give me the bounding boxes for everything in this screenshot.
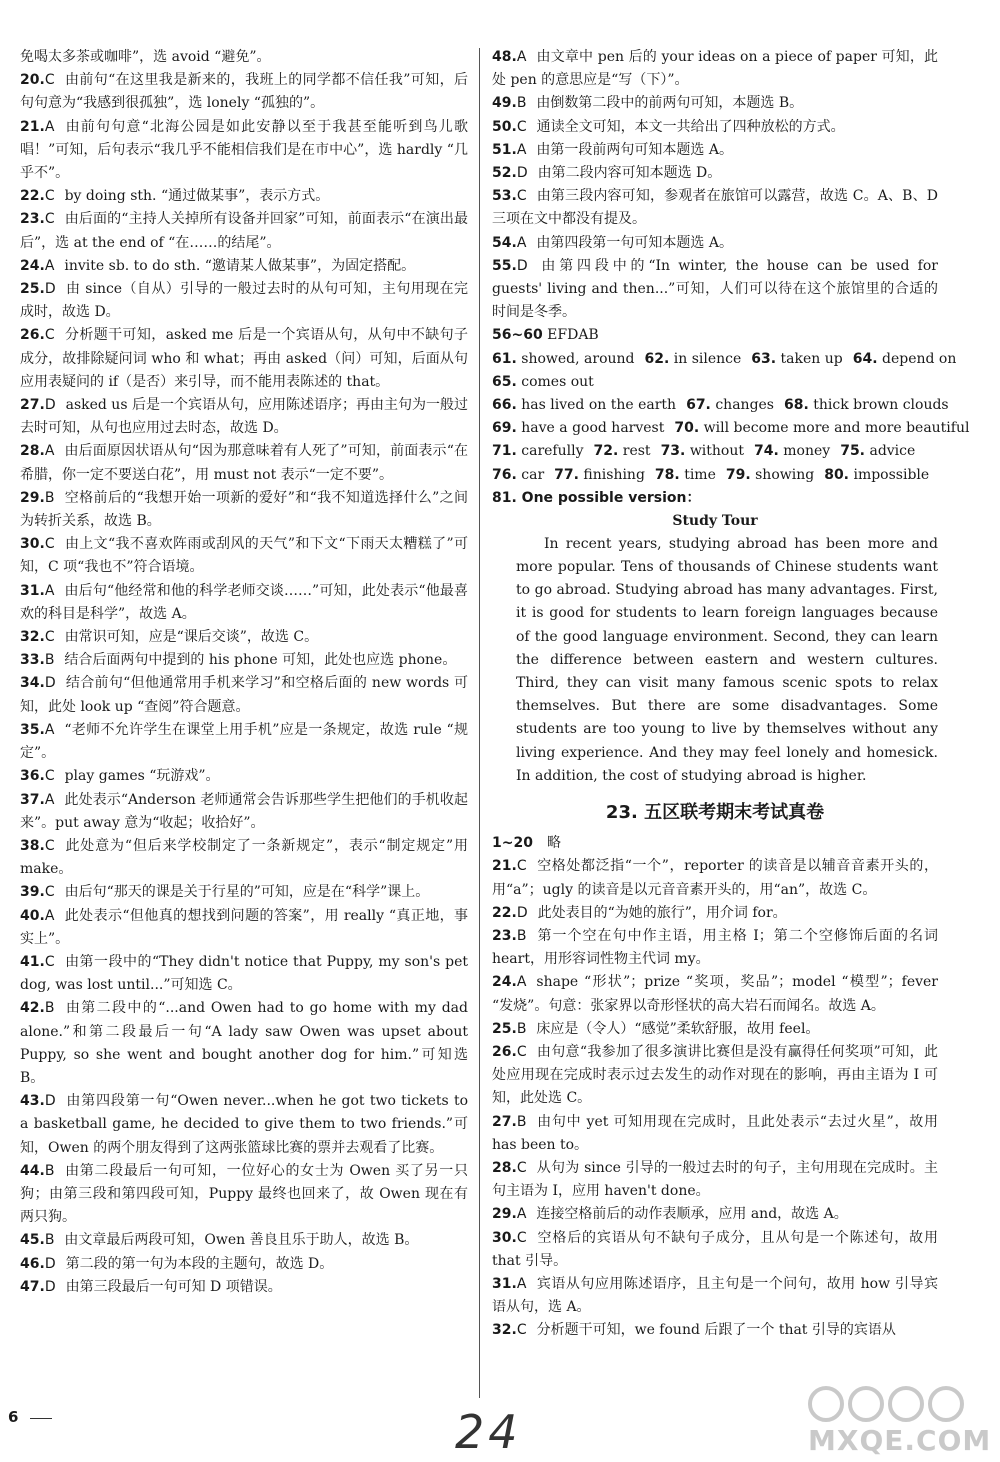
answer-entry <box>492 162 938 185</box>
question-number: 61. <box>492 350 517 367</box>
question-number: 45. <box>20 1232 45 1249</box>
answer-option: C <box>516 1043 527 1060</box>
answer-entry <box>20 626 468 649</box>
answer-entry <box>20 1160 468 1230</box>
explanation-text: 由第二段最后一句可知，一位好心的女士为 Owen 买了另一只狗；由第三段和第四段可知，Puppy 最终也回来了，故 Owen 现在有两只狗。 <box>20 1162 468 1226</box>
answer-text: showing <box>755 466 815 483</box>
question-number: 68. <box>784 397 809 414</box>
explanation-text: 结合后面两句中提到的 his phone 可知，此处也应选 phone。 <box>64 652 457 669</box>
left-column <box>20 46 468 1299</box>
answer-option: C <box>516 118 527 135</box>
answer-entry <box>492 92 938 115</box>
short-answer-list <box>492 324 970 486</box>
question-number: 30. <box>492 1229 517 1246</box>
answer-option: C <box>516 1229 527 1246</box>
answer-line <box>492 348 957 371</box>
answer-option: C <box>44 837 55 854</box>
question-number: 75. <box>840 443 866 460</box>
question-number: 79. <box>725 466 751 483</box>
answer-line <box>492 324 938 347</box>
question-number: 65. <box>492 373 517 390</box>
answer-option: B <box>44 652 55 669</box>
answer-option: B <box>516 1113 527 1130</box>
answer-option: D <box>44 1278 56 1295</box>
explanation-text: “老师不允许学生在课堂上用手机”应是一条规定，故选 rule “规定”。 <box>20 721 468 762</box>
answer-option: D <box>44 1255 56 1272</box>
question-number: 30. <box>20 536 45 553</box>
answer-line <box>492 371 938 394</box>
answer-option: C <box>516 188 527 205</box>
answer-entry <box>20 487 468 533</box>
answer-line <box>492 394 949 417</box>
question-number: 39. <box>20 884 45 901</box>
answer-entry <box>20 881 468 904</box>
question-number: 78. <box>654 466 680 483</box>
question-number: 72. <box>593 443 619 460</box>
question-number: 70. <box>674 420 700 437</box>
answer-entry <box>492 832 938 855</box>
answer-option: C <box>516 1159 527 1176</box>
watermark-logo <box>796 1380 992 1458</box>
explanation-text: 由后句“他经常和他的科学老师交谈……”可知，此处表示“他最喜欢的科目是科学”，故选 A。 <box>20 582 468 622</box>
explanation-text: 由第二段中的“...and Owen had to go home with my dad alone.”和第二段最后一句“A lady saw Owen was upset about Puppy, so she went and bought another dog for him.”可知选 B。 <box>20 1000 468 1086</box>
question-number: 76. <box>492 466 517 483</box>
explanation-text: 此处表目的“为她的旅行”，用介词 for。 <box>537 904 787 921</box>
question-number: 26. <box>20 327 45 344</box>
question-number: 28. <box>20 443 45 460</box>
answer-entry <box>492 116 938 139</box>
explanation-text: 由 since（自从）引导的一般过去时的从句可知，主句用现在完成时，故选 D。 <box>20 281 468 321</box>
question-number: 32. <box>492 1322 517 1339</box>
answer-text: carefully <box>521 443 584 460</box>
answer-entry <box>20 116 468 186</box>
answer-option: C <box>44 211 55 228</box>
answer-entry <box>20 278 468 324</box>
answer-entry <box>492 1273 938 1319</box>
answer-option: A <box>516 1275 527 1292</box>
question-number: 21. <box>492 858 517 875</box>
question-number: 37. <box>20 791 45 808</box>
answer-option: D <box>44 281 56 298</box>
explanation-text: 此处意为“但后来学校制定了一条新规定”，表示“制定规定”用 make。 <box>20 837 468 878</box>
answer-entry <box>20 672 468 718</box>
explanation-text: 免喝太多茶或咖啡”，选 avoid “避免”。 <box>20 49 271 65</box>
answer-entry <box>20 208 468 254</box>
explanation-text: 宾语从句应用陈述语序，且主句是一个问句，故用 how 引导宾语从句，选 A。 <box>492 1275 938 1316</box>
answer-option: B <box>516 95 527 112</box>
answer-option: B <box>44 1232 55 1249</box>
answer-entry <box>20 905 468 951</box>
explanation-text: 结合前句“但他通常用手机来学习”和空格后面的 new words 可知，此处 look up “查阅”符合题意。 <box>20 675 468 715</box>
answer-option: A <box>44 443 55 460</box>
explanation-text: 此处表示“Anderson 老师通常会告诉那些学生把他们的手机收起来”。put away 意为“收起；收拾好”。 <box>20 791 468 831</box>
explanation-text: 空格前后的“我想开始一项新的爱好”和“我不知道选择什么”之间为转折关系，故选 B。 <box>20 489 468 530</box>
question-number: 31. <box>20 582 45 599</box>
explanation-text: 由后面原因状语从句“因为那意味着有人死了”可知，前面表示“在希腊，你一定不要送白花”，用 must not 表示“一定不要”。 <box>20 443 468 483</box>
answer-entry <box>492 232 938 255</box>
explanation-text: 由倒数第二段中的前两句可知，本题选 B。 <box>536 95 804 112</box>
essay-body: In recent years, studying abroad has been more and more popular. Tens of thousands of Chinese students want to go abroad. Studying abroad has many advantages. First, it is good for students to learn foreign languages because of the good language environment. Second, they can learn the difference between eastern and western cultures. Third, they can visit many famous scenic spots to relax themselves. But there are some disadvantages. Some students are too young to live by themselves without any living experience. And they may feel lonely and homesick. In addition, the cost of studying abroad is higher. <box>516 535 938 784</box>
answer-entry <box>20 69 468 115</box>
answer-option: D <box>44 675 56 692</box>
answer-option: A <box>44 257 55 274</box>
answer-entry <box>20 1229 468 1252</box>
question-number: 51. <box>492 141 517 158</box>
question-number: 53. <box>492 188 517 205</box>
question-number: 49. <box>492 95 517 112</box>
answer-option: A <box>44 721 55 738</box>
answer-explanations-48-55 <box>492 46 938 324</box>
answer-option: C <box>516 858 527 875</box>
answer-entry <box>492 185 938 231</box>
question-number: 28. <box>492 1159 517 1176</box>
explanation-text: 空格后的宾语从句不缺句子成分，且从句是一个陈述句，故用 that 引导。 <box>492 1229 938 1269</box>
question-number: 22. <box>492 904 517 921</box>
answer-option: A <box>44 582 55 599</box>
answer-option: B <box>516 1020 527 1037</box>
answer-option: A <box>44 791 55 808</box>
question-number: 63. <box>751 350 777 367</box>
question-number: 36. <box>20 768 45 785</box>
page-number: 6 <box>8 1408 19 1426</box>
explanation-text: 由第四段中的“In winter, the house can be used for guests' living and then...”可知，人们可以待在这个旅馆里的合适的时间是冬季。 <box>492 257 938 321</box>
answer-line <box>492 464 938 487</box>
answer-option: A <box>516 234 527 251</box>
answer-entry <box>20 46 468 69</box>
question-number: 66. <box>492 397 517 414</box>
answer-entry <box>492 1111 938 1157</box>
question-number: 35. <box>20 721 45 738</box>
answer-entry <box>20 765 468 788</box>
question-number: 33. <box>20 652 45 669</box>
explanation-text: 由后面的“主持人关掉所有设备并回家”可知，前面表示“在演出最后”，选 at the end of “在……的结尾”。 <box>20 211 468 251</box>
answer-text: depend on <box>882 350 957 367</box>
answer-option: C <box>44 884 55 901</box>
answer-entry <box>20 394 468 440</box>
question-number: 74. <box>754 443 779 460</box>
explanation-text: 空格处都泛指“一个”，reporter 的读音是以辅音音素开头的，用“a”；ugly 的读音是以元音音素开头的，用“an”，故选 C。 <box>492 858 938 898</box>
question-number: 22. <box>20 188 45 205</box>
answer-text: in silence <box>673 350 742 367</box>
column-divider <box>479 48 480 1398</box>
answer-entry <box>20 324 468 394</box>
explanation-text: 连接空格前后的动作表顺承，应用 and，故选 A。 <box>536 1206 848 1223</box>
section-title: 23. 五区联考期末考试真卷 <box>605 802 825 824</box>
question-number: 21. <box>20 118 45 135</box>
explanation-text: 由第四段第一句可知本题选 A。 <box>536 234 733 251</box>
answer-text: finishing <box>583 466 645 483</box>
answer-option: D <box>516 904 528 921</box>
answer-option: A <box>516 1206 527 1223</box>
question-number: 38. <box>20 837 45 854</box>
answer-option: C <box>44 536 55 553</box>
answer-entry <box>492 139 938 162</box>
answer-entry <box>20 1090 468 1160</box>
answer-text: EFDAB <box>547 327 599 344</box>
answer-entry <box>492 925 938 971</box>
explanation-text: 由第四段第一句“Owen never...when he got two tickets to a basketball game, he decided to give them to two friends.”可知，Owen 的两个朋友得到了这两张篮球比赛的票并去观看了比赛。 <box>20 1093 468 1156</box>
answer-option: D <box>44 1093 56 1110</box>
answer-entry <box>20 649 468 672</box>
answer-entry <box>20 789 468 835</box>
answer-text: advice <box>869 443 916 460</box>
answer-entry <box>492 1319 938 1342</box>
question-number: 23. <box>20 211 45 228</box>
explanation-text: 由常识可知，应是“课后交谈”，故选 C。 <box>64 629 319 646</box>
question-number: 44. <box>20 1162 45 1179</box>
answer-text: comes out <box>521 373 594 390</box>
question-number: 34. <box>20 675 45 692</box>
answer-option: D <box>44 397 56 414</box>
question-number: 27. <box>20 397 45 414</box>
answer-option: C <box>44 953 55 970</box>
answer-option: A <box>44 907 55 924</box>
answer-entry <box>492 902 938 925</box>
question-number: 67. <box>686 397 711 414</box>
answer-entry <box>20 255 468 278</box>
question-number: 23. <box>492 927 517 944</box>
explanation-text: 由句中 yet 可知用现在完成时，且此处表示“去过火星”，故用 has been to。 <box>492 1113 938 1153</box>
answer-entry <box>492 1203 938 1226</box>
question-number: 42. <box>20 1000 45 1017</box>
answer-entry <box>20 440 468 486</box>
explanation-text: 由第一段前两句可知本题选 A。 <box>536 141 733 158</box>
explanation-text: asked us 后是一个宾语从句，应用陈述语序；再由主句为一般过去时可知，从句也应用过去时态，故选 D。 <box>20 397 468 437</box>
explanation-text: 由第一段中的“They didn't notice that Puppy, my son's pet dog, was lost until...”可知选 C。 <box>20 953 468 994</box>
question-number: 25. <box>492 1020 517 1037</box>
explanation-text: 由第三段最后一句可知 D 项错误。 <box>65 1278 282 1295</box>
explanation-text: play games “玩游戏”。 <box>64 768 220 785</box>
question-number: 62. <box>644 350 670 367</box>
question-number: 31. <box>492 1275 517 1292</box>
question-number: 40. <box>20 907 45 924</box>
question-number: 1~20 <box>492 835 533 852</box>
question-number: 50. <box>492 118 517 135</box>
answer-option: A <box>516 974 527 991</box>
answer-entry <box>20 719 468 765</box>
question-number: 26. <box>492 1043 517 1060</box>
answer-option: A <box>44 118 55 135</box>
answer-entry <box>20 951 468 997</box>
answer-entry <box>492 255 938 325</box>
essay-title: Study Tour <box>672 512 758 529</box>
answer-option: C <box>44 768 55 785</box>
answer-text: has lived on the earth <box>521 397 677 414</box>
answer-entry <box>492 971 938 1017</box>
question-number: 48. <box>492 49 517 65</box>
answer-entry <box>492 1157 938 1203</box>
explanation-text: 从句为 since 引导的一般过去时的句子，主句用现在完成时。主句主语为 I，应用 haven't done。 <box>492 1159 938 1200</box>
question-number: 77. <box>554 466 579 483</box>
question-number: 24. <box>20 257 45 274</box>
answer-entry <box>492 1018 938 1041</box>
explanation-text: 此处表示“但他真的想找到问题的答案”，用 really “真正地，事实上”。 <box>20 907 468 947</box>
answer-entry <box>20 185 468 208</box>
explanation-text: invite sb. to do sth. “邀请某人做某事”，为固定搭配。 <box>64 257 416 274</box>
answer-entry <box>20 835 468 881</box>
handwritten-page-number: 24 <box>455 1405 522 1459</box>
footer-rule <box>30 1418 52 1419</box>
question-number: 47. <box>20 1278 45 1295</box>
answer-text: car <box>521 466 545 483</box>
explanation-text: 由第三段内容可知，参观者在旅馆可以露营，故选 C。A、B、D 三项在文中都没有提及。 <box>492 188 938 228</box>
answer-text: taken up <box>780 350 843 367</box>
question-number: 24. <box>492 974 517 991</box>
explanation-text: 由句意“我参加了很多演讲比赛但是没有赢得任何奖项”可知，此处应用现在完成时表示过去发生的动作对现在的影响，再由主语为 I 可知，此处选 C。 <box>492 1043 938 1107</box>
answer-text: money <box>783 443 831 460</box>
answer-entry <box>492 1227 938 1273</box>
question-number: 27. <box>492 1113 517 1130</box>
answer-option: C <box>44 188 55 205</box>
section2-explanations <box>492 832 938 1342</box>
question-number: 73. <box>660 443 686 460</box>
answer-option: C <box>44 72 55 89</box>
question-number: 32. <box>20 629 45 646</box>
question-number: 41. <box>20 953 45 970</box>
essay-heading: 81. One possible version： <box>492 489 701 506</box>
explanation-text: 分析题干可知，we found 后跟了一个 that 引导的宾语从 <box>536 1322 896 1339</box>
answer-entry <box>20 1253 468 1276</box>
answer-option: B <box>44 1000 55 1017</box>
watermark-text: MXQE.COM <box>808 1424 992 1457</box>
answer-text: showed, around <box>521 350 635 367</box>
explanation-text: shape “形状”；prize “奖项，奖品”；model “模型”；fever “发烧”。句意：张家界以奇形怪状的高大岩石而闻名。故选 A。 <box>492 974 938 1014</box>
answer-entry <box>20 997 468 1090</box>
answer-text: changes <box>715 397 774 414</box>
question-number: 46. <box>20 1255 45 1272</box>
explanation-text: 第一个空在句中作主语，用主格 I；第二个空修饰后面的名词 heart，用形容词性物主代词 my。 <box>492 927 938 968</box>
answer-entry <box>20 533 468 579</box>
answer-text: without <box>689 443 745 460</box>
answer-text: rest <box>622 443 651 460</box>
answer-option: A <box>516 141 527 158</box>
answer-text: thick brown clouds <box>813 397 949 414</box>
explanation-text: 由后句“那天的课是关于行星的”可知，应是在“科学”课上。 <box>64 884 430 901</box>
question-number: 69. <box>492 420 517 437</box>
answer-option: C <box>44 327 55 344</box>
explanation-text: 由前句“在这里我是新来的，我班上的同学都不信任我”可知，后句句意为“我感到很孤独”，选 lonely “孤独的”。 <box>20 72 468 112</box>
question-number: 80. <box>824 466 850 483</box>
answer-option: D <box>516 165 528 182</box>
question-number: 29. <box>20 489 45 506</box>
explanation-text: 由上文“我不喜欢阵雨或刮风的天气”和下文“下雨天太糟糕了”可知，C 项“我也不”符合语境。 <box>20 536 468 576</box>
question-number: 20. <box>20 72 45 89</box>
explanation-text: 床应是（令人）“感觉”柔软舒服，故用 feel。 <box>536 1020 820 1037</box>
answer-entry <box>492 46 938 92</box>
answer-option: D <box>516 257 528 274</box>
question-number: 71. <box>492 443 517 460</box>
answer-entry <box>20 1276 468 1299</box>
explanation-text: by doing sth. “通过做某事”，表示方式。 <box>64 188 330 205</box>
explanation-text: 由第二段内容可知本题选 D。 <box>537 165 722 182</box>
answer-text: impossible <box>853 466 930 483</box>
answer-line <box>492 417 970 440</box>
question-number: 56~60 <box>492 327 543 344</box>
explanation-text: 由前句句意“北海公园是如此安静以至于我甚至能听到鸟儿歌唱！”可知，后句表示“我几乎不能相信我们是在市中心”，选 hardly “几乎不”。 <box>20 118 468 182</box>
answer-option: A <box>516 49 527 65</box>
explanation-text: 由文章中 pen 后的 your ideas on a piece of paper 可知，此处 pen 的意思应是“写（下）”。 <box>492 49 938 89</box>
question-number: 43. <box>20 1093 45 1110</box>
question-number: 55. <box>492 257 517 274</box>
question-number: 52. <box>492 165 517 182</box>
answer-text: have a good harvest <box>521 420 665 437</box>
answer-option: C <box>516 1322 527 1339</box>
answer-entry <box>492 855 938 901</box>
explanation-text: 略 <box>546 835 561 852</box>
answer-option: B <box>44 1162 55 1179</box>
explanation-text: 通读全文可知，本文一共给出了四种放松的方式。 <box>536 118 845 135</box>
answer-entry <box>20 580 468 626</box>
answer-line <box>492 440 938 463</box>
question-number: 64. <box>852 350 878 367</box>
question-number: 29. <box>492 1206 517 1223</box>
question-number: 25. <box>20 281 45 298</box>
question-number: 54. <box>492 234 517 251</box>
right-column <box>492 46 970 1343</box>
answer-text: time <box>684 466 716 483</box>
answer-entry <box>492 1041 938 1111</box>
answer-option: B <box>44 489 55 506</box>
answer-option: C <box>44 629 55 646</box>
answer-option: B <box>516 927 527 944</box>
answer-text: will become more and more beautiful <box>703 420 970 437</box>
explanation-text: 分析题干可知，asked me 后是一个宾语从句，从句中不缺句子成分，故排除疑问词 who 和 what；再由 asked（问）可知，后面从句应用表疑问的 if（是否）来引导，而不能用表陈述的 that。 <box>20 327 468 390</box>
explanation-text: 由文章最后两段可知，Owen 善良且乐于助人，故选 B。 <box>64 1232 419 1249</box>
explanation-text: 第二段的第一句为本段的主题句，故选 D。 <box>65 1255 334 1272</box>
